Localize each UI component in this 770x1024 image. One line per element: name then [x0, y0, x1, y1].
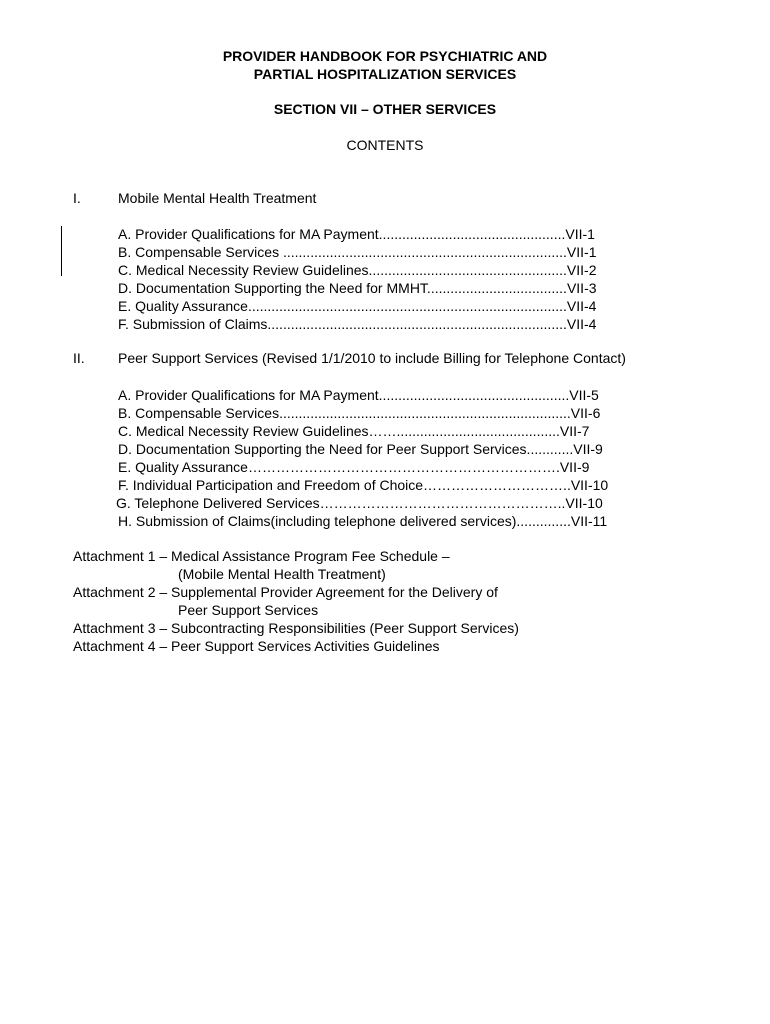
toc-entry: D. Documentation Supporting the Need for MMHT....................................VII-3 — [118, 280, 597, 296]
toc-entry: A. Provider Qualifications for MA Payment.................................................VII-5 — [118, 387, 599, 403]
revision-bar — [61, 226, 62, 276]
toc-entry: E. Quality Assurance………………………………………………………….VII-9 — [118, 459, 590, 475]
attachment-entry-continuation: Peer Support Services — [178, 602, 319, 618]
toc-entry: C. Medical Necessity Review Guidelines...................................................VII-2 — [118, 262, 597, 278]
section-title: Peer Support Services (Revised 1/1/2010 to include Billing for Telephone Contact) — [118, 350, 626, 366]
section-heading: SECTION VII – OTHER SERVICES — [273, 101, 497, 117]
toc-entry: G. Telephone Delivered Services……………………………………………..VII-10 — [116, 495, 603, 511]
toc-entry: B. Compensable Services .........................................................................VII-1 — [118, 244, 597, 260]
section-number: II. — [73, 350, 85, 366]
contents-heading: CONTENTS — [346, 137, 424, 153]
section-title: Mobile Mental Health Treatment — [118, 190, 317, 206]
toc-entry: C. Medical Necessity Review Guidelines……..........................................VII-7 — [118, 423, 590, 439]
attachment-entry: Attachment 2 – Supplemental Provider Agreement for the Delivery of — [73, 584, 498, 600]
toc-entry: B. Compensable Services...........................................................................VII-6 — [118, 405, 601, 421]
toc-entry: A. Provider Qualifications for MA Payment................................................VII-1 — [118, 226, 595, 242]
section-number: I. — [73, 190, 81, 206]
document-title-line-2: PARTIAL HOSPITALIZATION SERVICES — [253, 66, 517, 82]
attachment-entry: Attachment 4 – Peer Support Services Activities Guidelines — [73, 638, 440, 654]
toc-entry: H. Submission of Claims(including telephone delivered services)..............VII-11 — [118, 513, 608, 529]
toc-entry: E. Quality Assurance..................................................................................VII-4 — [118, 298, 597, 314]
attachment-entry: Attachment 3 – Subcontracting Responsibilities (Peer Support Services) — [73, 620, 519, 636]
document-title-line-1: PROVIDER HANDBOOK FOR PSYCHIATRIC AND — [222, 48, 548, 64]
toc-entry: F. Individual Participation and Freedom of Choice…………………………..VII-10 — [118, 477, 609, 493]
attachment-entry: Attachment 1 – Medical Assistance Program Fee Schedule – — [73, 548, 450, 564]
toc-entry: D. Documentation Supporting the Need for Peer Support Services............VII-9 — [118, 441, 603, 457]
toc-entry: F. Submission of Claims.............................................................................VII-4 — [118, 316, 597, 332]
attachment-entry-continuation: (Mobile Mental Health Treatment) — [178, 566, 386, 582]
